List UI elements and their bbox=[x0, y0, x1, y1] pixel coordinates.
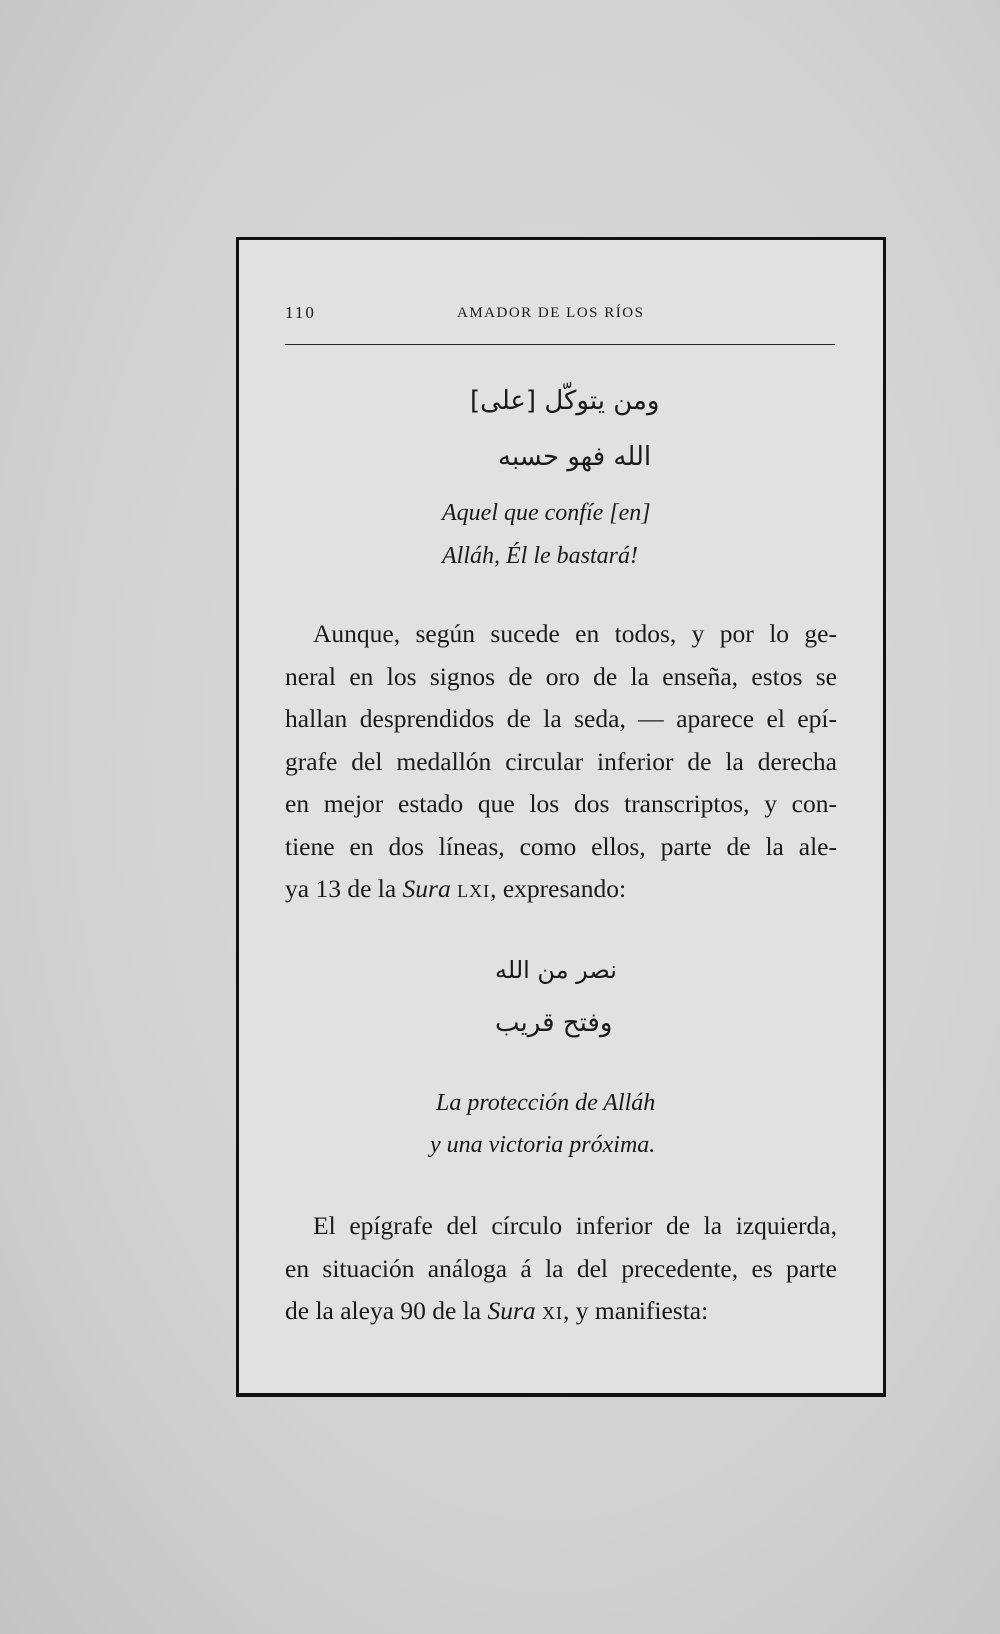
paragraph-2-line-3-end: , y manifiesta: bbox=[563, 1296, 709, 1325]
paragraph-1-line-7 bbox=[285, 868, 837, 911]
paragraph-2-line-3 bbox=[285, 1290, 837, 1333]
paragraph-2-line-2: en situación análoga á la del precedente, es parte bbox=[285, 1253, 837, 1283]
paragraph-1-line-6: tiene en dos líneas, como ellos, parte de la ale- bbox=[285, 831, 837, 861]
running-head: AMADOR DE LOS RÍOS bbox=[457, 305, 645, 321]
page-header bbox=[285, 303, 835, 333]
paragraph-1-line-3: hallan desprendidos de la seda, — aparece el epí- bbox=[285, 704, 837, 733]
translation-1-line-1: Aquel que confíe [en] bbox=[442, 500, 651, 526]
paragraph-1-line-7-start: ya 13 de la bbox=[285, 874, 403, 903]
sura-reference-2: Sura bbox=[487, 1296, 536, 1325]
sura-number-2: XI bbox=[542, 1303, 564, 1323]
paragraph-1-line-4: grafe del medallón circular inferior de la derecha bbox=[285, 746, 837, 776]
translation-2-line-2: y una victoria próxima. bbox=[430, 1132, 656, 1158]
paragraph-1-line-7-end: , expresando: bbox=[490, 874, 627, 903]
paragraph-1-line-1: Aunque, según sucede en todos, y por lo ge- bbox=[313, 619, 837, 648]
arabic-inscription-2-line-1: نصر من الله bbox=[495, 956, 617, 984]
paragraph-1-line-2: neral en los signos de oro de la enseña, estos se bbox=[285, 661, 837, 691]
arabic-inscription-1-line-2: الله فهو حسبه bbox=[498, 442, 652, 472]
arabic-inscription-1-line-1: ومن يتوكّل [على] bbox=[470, 386, 660, 416]
page-number: 110 bbox=[285, 303, 316, 322]
sura-number: LXI bbox=[457, 881, 491, 901]
sura-reference: Sura bbox=[402, 874, 451, 903]
paragraph-2 bbox=[285, 1205, 837, 1333]
paragraph-1-line-5: en mejor estado que los dos transcriptos, y con- bbox=[285, 789, 837, 818]
paragraph-2-line-3-start: de la aleya 90 de la bbox=[285, 1296, 488, 1325]
header-rule bbox=[285, 344, 835, 345]
paragraph-2-line-1: El epígrafe del círculo inferior de la izquierda, bbox=[313, 1211, 837, 1240]
arabic-inscription-2-line-2: وفتح قريب bbox=[495, 1008, 613, 1038]
translation-2-line-1: La protección de Alláh bbox=[436, 1090, 656, 1116]
paragraph-1 bbox=[285, 613, 837, 911]
translation-1-line-2: Alláh, Él le bastará! bbox=[442, 543, 638, 569]
